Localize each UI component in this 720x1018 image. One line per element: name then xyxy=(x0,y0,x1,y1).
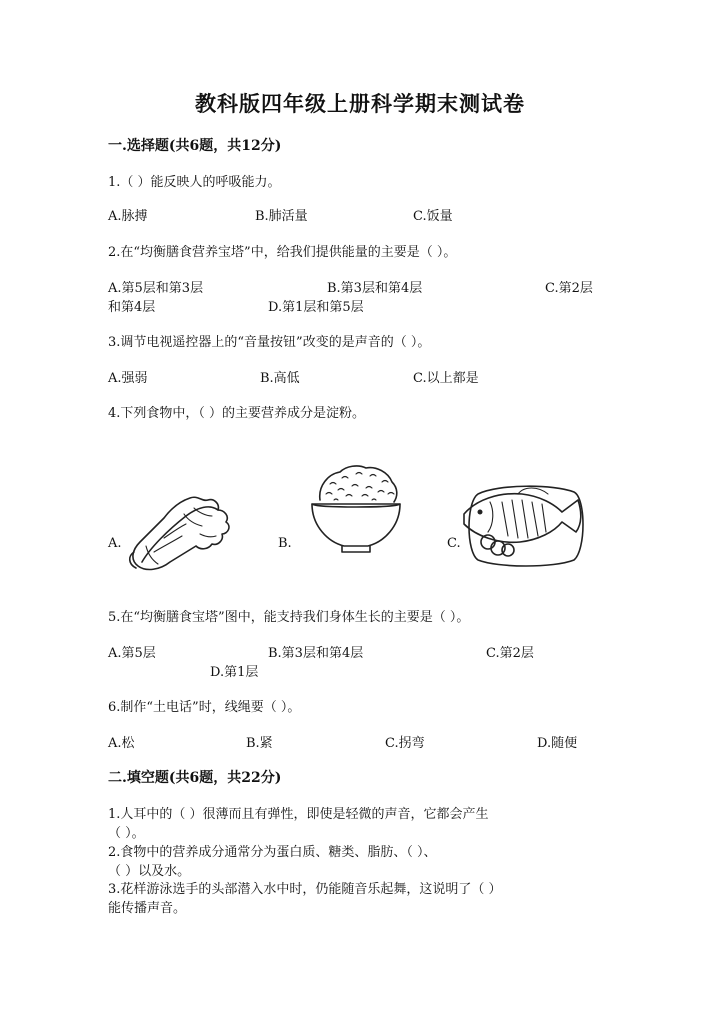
question-6-option-a: A.松 xyxy=(108,736,135,751)
question-6-text: 6.制作“土电话”时，线绳要（ ）。 xyxy=(108,700,301,715)
question-5-option-b: B.第3层和第4层 xyxy=(268,646,364,661)
rice-bowl-image xyxy=(306,462,406,554)
question-3-option-a: A.强弱 xyxy=(108,371,148,386)
question-2-option-a: A.第5层和第3层 xyxy=(108,281,204,296)
question-6-option-d: D.随便 xyxy=(537,736,578,751)
question-3-option-b: B.高低 xyxy=(260,371,300,386)
fish-plate-image xyxy=(458,480,590,570)
question-2-option-c: C.第2层 xyxy=(545,281,593,296)
fill-question-2-line-1: 2.食物中的营养成分通常分为蛋白质、糖类、脂肪、（ ）、 xyxy=(108,845,437,860)
section-heading-choice: 一.选择题(共6题，共12分) xyxy=(108,138,282,154)
question-2-option-d: D.第1层和第5层 xyxy=(268,300,364,315)
question-2-option-c-continued: 和第4层 xyxy=(108,300,156,315)
question-6-option-c: C.拐弯 xyxy=(385,736,425,751)
question-3-text: 3.调节电视遥控器上的“音量按钮”改变的是声音的（ ）。 xyxy=(108,335,431,350)
question-6-option-b: B.紧 xyxy=(246,736,273,751)
question-5-option-a: A.第5层 xyxy=(108,646,156,661)
question-1-option-a: A.脉搏 xyxy=(108,209,148,224)
question-1-text: 1.（ ）能反映人的呼吸能力。 xyxy=(108,175,281,190)
question-5-text: 5.在“均衡膳食宝塔”图中，能支持我们身体生长的主要是（ ）。 xyxy=(108,610,470,625)
question-4-text: 4.下列食物中，（ ）的主要营养成分是淀粉。 xyxy=(108,406,366,421)
question-5-option-d: D.第1层 xyxy=(210,665,259,680)
question-3-option-c: C.以上都是 xyxy=(413,371,479,386)
fill-question-3-line-2: 能传播声音。 xyxy=(108,901,187,916)
question-5-option-c: C.第2层 xyxy=(486,646,534,661)
question-4-option-b: B. xyxy=(278,536,292,551)
question-4-option-a: A. xyxy=(108,536,122,551)
question-2-text: 2.在“均衡膳食营养宝塔”中，给我们提供能量的主要是（ ）。 xyxy=(108,245,457,260)
section-heading-fill-blank: 二.填空题(共6题，共22分) xyxy=(108,770,282,786)
question-2-option-b: B.第3层和第4层 xyxy=(327,281,423,296)
fill-question-1-line-1: 1.人耳中的（ ）很薄而且有弹性，即使是轻微的声音，它都会产生 xyxy=(108,807,489,822)
fill-question-3-line-1: 3.花样游泳选手的头部潜入水中时，仍能随音乐起舞，这说明了（ ） xyxy=(108,882,502,897)
question-1-option-c: C.饭量 xyxy=(413,209,453,224)
cabbage-image xyxy=(124,490,236,572)
fill-question-2-line-2: （ ）以及水。 xyxy=(108,864,191,879)
fill-question-1-line-2: （ ）。 xyxy=(108,826,145,841)
page-title: 教科版四年级上册科学期末测试卷 xyxy=(195,91,525,116)
question-1-option-b: B.肺活量 xyxy=(255,209,308,224)
question-4-option-c: C. xyxy=(447,536,461,551)
